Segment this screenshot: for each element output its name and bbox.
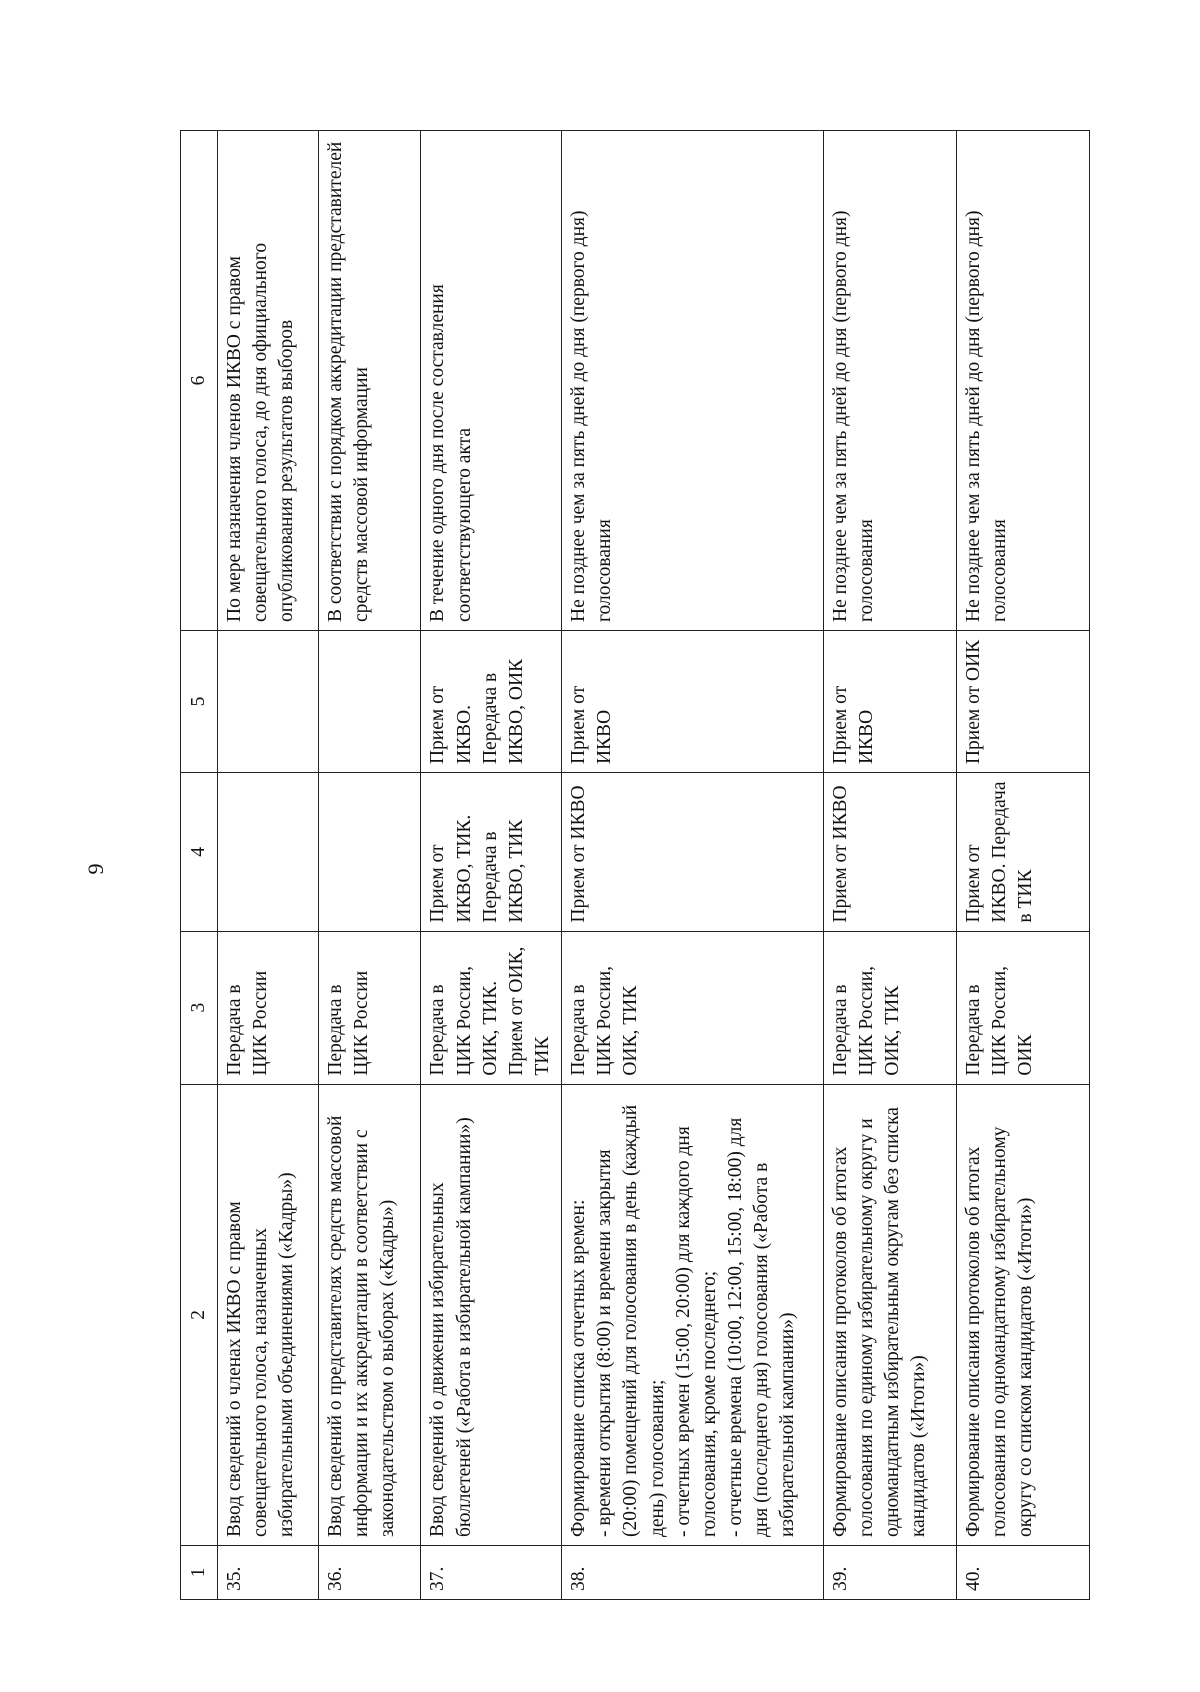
col5-cell: Прием от ИКВО. Передача в ИКВО, ОИК xyxy=(421,630,562,772)
col4-cell: Прием от ИКВО xyxy=(824,773,957,932)
col3-cell: Передача в ЦИК России xyxy=(318,931,421,1084)
col3-cell: Передача в ЦИК России, ОИК, ТИК. Прием от ОИК, ТИК xyxy=(421,931,562,1084)
col5-cell: Прием от ОИК xyxy=(957,630,1090,772)
col4-cell: Прием от ИКВО, ТИК. Передача в ИКВО, ТИК xyxy=(421,773,562,932)
col5-cell: Прием от ИКВО xyxy=(562,630,824,772)
action-cell: Ввод сведений о представителях средств массовой информации и их аккредитации в соответствии с законодательством о выборах («Кадры») xyxy=(318,1084,421,1545)
column-header-5: 5 xyxy=(181,630,218,772)
action-cell: Ввод сведений о членах ИКВО с правом совещательного голоса, назначенных избирательными объединениями («Кадры») xyxy=(218,1084,319,1545)
table-row xyxy=(957,131,1090,1600)
row-number: 35. xyxy=(218,1546,319,1600)
action-cell: Формирование описания протоколов об итогах голосования по единому избирательному округу и одномандатным избирательным округам без списка кандидатов («Итоги») xyxy=(824,1084,957,1545)
action-cell: Формирование описания протоколов об итогах голосования по одномандатному избирательному округу со списком кандидатов («Итоги») xyxy=(957,1084,1090,1545)
table-row xyxy=(318,131,421,1600)
col3-cell: Передача в ЦИК России, ОИК, ТИК xyxy=(824,931,957,1084)
table-row xyxy=(218,131,319,1600)
row-number: 38. xyxy=(562,1546,824,1600)
deadline-cell: В соответствии с порядком аккредитации представителей средств массовой информации xyxy=(318,131,421,631)
table-row xyxy=(824,131,957,1600)
table-row xyxy=(562,131,824,1600)
col4-cell xyxy=(318,773,421,932)
schedule-table xyxy=(180,130,1090,1600)
col4-cell: Прием от ИКВО. Передача в ТИК xyxy=(957,773,1090,932)
row-number: 39. xyxy=(824,1546,957,1600)
col4-cell: Прием от ИКВО xyxy=(562,773,824,932)
col3-cell: Передача в ЦИК России, ОИК xyxy=(957,931,1090,1084)
row-number: 40. xyxy=(957,1546,1090,1600)
table-row xyxy=(421,131,562,1600)
table-header-row xyxy=(181,131,218,1600)
row-number: 37. xyxy=(421,1546,562,1600)
deadline-cell: Не позднее чем за пять дней до дня (первого дня) голосования xyxy=(562,131,824,631)
deadline-cell: По мере назначения членов ИКВО с правом совещательного голоса, до дня официального опубликования результатов выборов xyxy=(218,131,319,631)
page-number: 9 xyxy=(83,863,108,875)
column-header-2: 2 xyxy=(181,1084,218,1545)
action-cell: Ввод сведений о движении избирательных бюллетеней («Работа в избирательной кампании») xyxy=(421,1084,562,1545)
column-header-3: 3 xyxy=(181,931,218,1084)
col5-cell xyxy=(218,630,319,772)
deadline-cell: Не позднее чем за пять дней до дня (первого дня) голосования xyxy=(824,131,957,631)
col5-cell xyxy=(318,630,421,772)
column-header-1: 1 xyxy=(181,1546,218,1600)
col5-cell: Прием от ИКВО xyxy=(824,630,957,772)
col3-cell: Передача в ЦИК России xyxy=(218,931,319,1084)
col3-cell: Передача в ЦИК России, ОИК, ТИК xyxy=(562,931,824,1084)
column-header-4: 4 xyxy=(181,773,218,932)
deadline-cell: Не позднее чем за пять дней до дня (первого дня) голосования xyxy=(957,131,1090,631)
action-cell: Формирование списка отчетных времен: - времени открытия (8:00) и времени закрытия (20:00) помещений для голосования в день (каждый день) голосования; - отчетных времен (15:00, 20:00) для каждого дня голосования, кроме последнего; - отчетные времена (10:00, 12:00, 15:00, 18:00) для дня (последнего дня) голосования («Работа в избирательной кампании») xyxy=(562,1084,824,1545)
row-number: 36. xyxy=(318,1546,421,1600)
col4-cell xyxy=(218,773,319,932)
column-header-6: 6 xyxy=(181,131,218,631)
deadline-cell: В течение одного дня после составления соответствующего акта xyxy=(421,131,562,631)
rotated-page-content xyxy=(180,130,1090,1600)
